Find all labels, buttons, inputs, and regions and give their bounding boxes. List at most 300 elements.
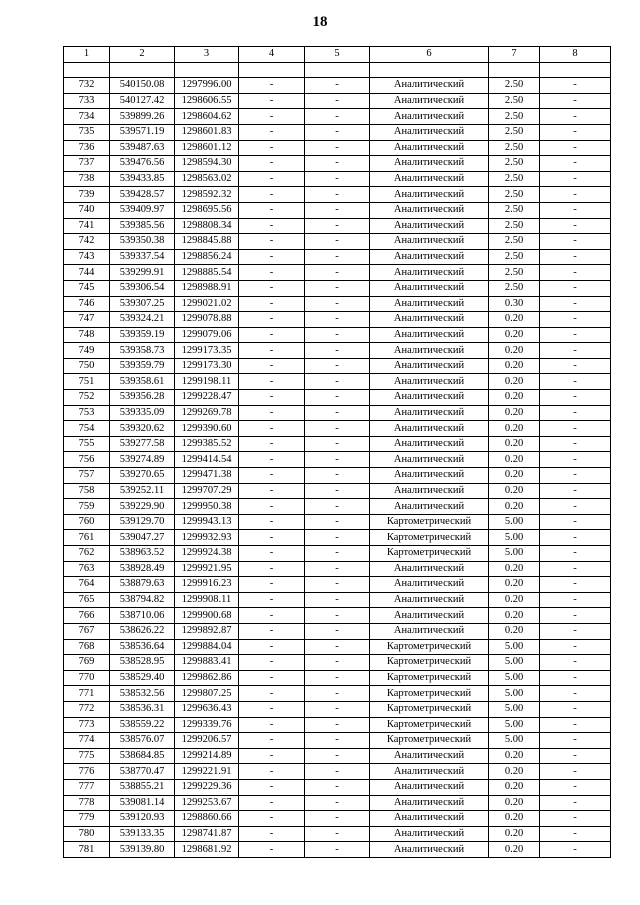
x-coordinate-cell: 538528.95 [110,655,175,671]
point-number-cell: 748 [64,327,110,343]
column-header: 4 [239,47,305,63]
point-number-cell: 736 [64,140,110,156]
col4-cell: - [239,280,305,296]
table-row [64,499,611,515]
accuracy-cell: 0.20 [489,842,540,858]
col8-cell: - [540,343,611,359]
accuracy-cell: 5.00 [489,514,540,530]
col8-cell: - [540,623,611,639]
x-coordinate-cell: 540150.08 [110,78,175,94]
page-number: 18 [312,14,328,30]
col4-cell: - [239,187,305,203]
col8-cell: - [540,187,611,203]
accuracy-cell: 0.20 [489,623,540,639]
accuracy-cell: 0.20 [489,577,540,593]
x-coordinate-cell: 539358.61 [110,374,175,390]
col5-cell: - [305,93,370,109]
col5-cell: - [305,265,370,281]
column-header: 5 [305,47,370,63]
col4-cell: - [239,499,305,515]
point-number-cell: 768 [64,639,110,655]
table-row [64,483,611,499]
col4-cell: - [239,546,305,562]
accuracy-cell: 5.00 [489,670,540,686]
col4-cell: - [239,124,305,140]
accuracy-cell: 2.50 [489,218,540,234]
col4-cell: - [239,202,305,218]
blank-cell [540,62,611,78]
col4-cell: - [239,733,305,749]
x-coordinate-cell: 539120.93 [110,811,175,827]
y-coordinate-cell: 1299862.86 [175,670,239,686]
col5-cell: - [305,639,370,655]
col4-cell: - [239,561,305,577]
col5-cell: - [305,701,370,717]
y-coordinate-cell: 1298592.32 [175,187,239,203]
point-number-cell: 752 [64,390,110,406]
method-cell: Аналитический [370,343,489,359]
col4-cell: - [239,327,305,343]
accuracy-cell: 0.20 [489,811,540,827]
col4-cell: - [239,312,305,328]
x-coordinate-cell: 539571.19 [110,124,175,140]
col8-cell: - [540,826,611,842]
y-coordinate-cell: 1299269.78 [175,405,239,421]
col4-cell: - [239,468,305,484]
method-cell: Аналитический [370,280,489,296]
point-number-cell: 733 [64,93,110,109]
accuracy-cell: 2.50 [489,280,540,296]
y-coordinate-cell: 1299932.93 [175,530,239,546]
table-row [64,140,611,156]
point-number-cell: 771 [64,686,110,702]
y-coordinate-cell: 1299253.67 [175,795,239,811]
accuracy-cell: 2.50 [489,234,540,250]
col8-cell: - [540,811,611,827]
accuracy-cell: 5.00 [489,733,540,749]
method-cell: Картометрический [370,717,489,733]
table-row [64,390,611,406]
accuracy-cell: 0.20 [489,499,540,515]
point-number-cell: 769 [64,655,110,671]
accuracy-cell: 5.00 [489,717,540,733]
accuracy-cell: 0.20 [489,436,540,452]
x-coordinate-cell: 539229.90 [110,499,175,515]
point-number-cell: 737 [64,156,110,172]
x-coordinate-cell: 539139.80 [110,842,175,858]
point-number-cell: 735 [64,124,110,140]
col8-cell: - [540,530,611,546]
col5-cell: - [305,405,370,421]
method-cell: Аналитический [370,249,489,265]
y-coordinate-cell: 1299206.57 [175,733,239,749]
col4-cell: - [239,514,305,530]
y-coordinate-cell: 1299916.23 [175,577,239,593]
point-number-cell: 765 [64,592,110,608]
col5-cell: - [305,779,370,795]
table-row [64,639,611,655]
point-number-cell: 753 [64,405,110,421]
col5-cell: - [305,717,370,733]
y-coordinate-cell: 1298606.55 [175,93,239,109]
x-coordinate-cell: 539307.25 [110,296,175,312]
x-coordinate-cell: 539356.28 [110,390,175,406]
point-number-cell: 732 [64,78,110,94]
accuracy-cell: 0.20 [489,327,540,343]
blank-cell [370,62,489,78]
y-coordinate-cell: 1299078.88 [175,312,239,328]
table-row [64,561,611,577]
table-row [64,280,611,296]
column-header: 3 [175,47,239,63]
col5-cell: - [305,280,370,296]
col8-cell: - [540,234,611,250]
accuracy-cell: 0.20 [489,405,540,421]
col8-cell: - [540,655,611,671]
col8-cell: - [540,249,611,265]
accuracy-cell: 5.00 [489,530,540,546]
col5-cell: - [305,623,370,639]
coordinates-table [63,46,611,858]
x-coordinate-cell: 539359.19 [110,327,175,343]
table-row [64,374,611,390]
col5-cell: - [305,577,370,593]
col8-cell: - [540,171,611,187]
y-coordinate-cell: 1299908.11 [175,592,239,608]
col5-cell: - [305,124,370,140]
blank-row [64,62,611,78]
col4-cell: - [239,109,305,125]
col8-cell: - [540,499,611,515]
accuracy-cell: 0.20 [489,561,540,577]
col8-cell: - [540,577,611,593]
method-cell: Картометрический [370,701,489,717]
method-cell: Аналитический [370,78,489,94]
x-coordinate-cell: 539252.11 [110,483,175,499]
col4-cell: - [239,452,305,468]
x-coordinate-cell: 538855.21 [110,779,175,795]
table-row [64,202,611,218]
col5-cell: - [305,514,370,530]
col8-cell: - [540,795,611,811]
point-number-cell: 741 [64,218,110,234]
col8-cell: - [540,546,611,562]
col8-cell: - [540,156,611,172]
column-header: 7 [489,47,540,63]
point-number-cell: 739 [64,187,110,203]
col5-cell: - [305,733,370,749]
y-coordinate-cell: 1299079.06 [175,327,239,343]
col8-cell: - [540,842,611,858]
point-number-cell: 743 [64,249,110,265]
col5-cell: - [305,608,370,624]
col8-cell: - [540,733,611,749]
point-number-cell: 751 [64,374,110,390]
point-number-cell: 764 [64,577,110,593]
col4-cell: - [239,343,305,359]
col4-cell: - [239,717,305,733]
method-cell: Аналитический [370,265,489,281]
col8-cell: - [540,124,611,140]
col8-cell: - [540,483,611,499]
table-row [64,358,611,374]
method-cell: Аналитический [370,779,489,795]
table-row [64,733,611,749]
accuracy-cell: 0.20 [489,468,540,484]
col5-cell: - [305,343,370,359]
method-cell: Картометрический [370,530,489,546]
blank-cell [305,62,370,78]
col8-cell: - [540,436,611,452]
method-cell: Аналитический [370,109,489,125]
table-row [64,93,611,109]
x-coordinate-cell: 539320.62 [110,421,175,437]
point-number-cell: 777 [64,779,110,795]
y-coordinate-cell: 1299214.89 [175,748,239,764]
table-row [64,436,611,452]
y-coordinate-cell: 1299892.87 [175,623,239,639]
column-header: 6 [370,47,489,63]
col5-cell: - [305,156,370,172]
method-cell: Картометрический [370,546,489,562]
x-coordinate-cell: 539335.09 [110,405,175,421]
accuracy-cell: 0.20 [489,483,540,499]
col4-cell: - [239,249,305,265]
y-coordinate-cell: 1299636.43 [175,701,239,717]
x-coordinate-cell: 539428.57 [110,187,175,203]
y-coordinate-cell: 1298988.91 [175,280,239,296]
accuracy-cell: 5.00 [489,686,540,702]
column-header: 2 [110,47,175,63]
x-coordinate-cell: 538576.07 [110,733,175,749]
point-number-cell: 772 [64,701,110,717]
col5-cell: - [305,561,370,577]
x-coordinate-cell: 539277.58 [110,436,175,452]
col5-cell: - [305,483,370,499]
table-row [64,779,611,795]
col4-cell: - [239,623,305,639]
col4-cell: - [239,639,305,655]
accuracy-cell: 2.50 [489,78,540,94]
col5-cell: - [305,187,370,203]
method-cell: Аналитический [370,234,489,250]
y-coordinate-cell: 1299950.38 [175,499,239,515]
point-number-cell: 750 [64,358,110,374]
col5-cell: - [305,312,370,328]
method-cell: Аналитический [370,483,489,499]
point-number-cell: 767 [64,623,110,639]
y-coordinate-cell: 1299228.47 [175,390,239,406]
x-coordinate-cell: 539433.85 [110,171,175,187]
table-row [64,608,611,624]
x-coordinate-cell: 539337.54 [110,249,175,265]
accuracy-cell: 0.20 [489,374,540,390]
method-cell: Аналитический [370,826,489,842]
table-row [64,312,611,328]
col5-cell: - [305,436,370,452]
col8-cell: - [540,296,611,312]
table-row [64,187,611,203]
point-number-cell: 744 [64,265,110,281]
col8-cell: - [540,93,611,109]
table-row [64,748,611,764]
y-coordinate-cell: 1298885.54 [175,265,239,281]
table-row [64,546,611,562]
accuracy-cell: 0.20 [489,421,540,437]
col4-cell: - [239,701,305,717]
col8-cell: - [540,561,611,577]
y-coordinate-cell: 1299900.68 [175,608,239,624]
x-coordinate-cell: 538963.52 [110,546,175,562]
method-cell: Аналитический [370,390,489,406]
col5-cell: - [305,390,370,406]
col8-cell: - [540,405,611,421]
col8-cell: - [540,109,611,125]
x-coordinate-cell: 539359.79 [110,358,175,374]
col8-cell: - [540,202,611,218]
point-number-cell: 779 [64,811,110,827]
col4-cell: - [239,795,305,811]
x-coordinate-cell: 539899.26 [110,109,175,125]
method-cell: Картометрический [370,733,489,749]
accuracy-cell: 5.00 [489,639,540,655]
point-number-cell: 780 [64,826,110,842]
y-coordinate-cell: 1298741.87 [175,826,239,842]
method-cell: Аналитический [370,499,489,515]
x-coordinate-cell: 538529.40 [110,670,175,686]
y-coordinate-cell: 1299173.35 [175,343,239,359]
table-row [64,577,611,593]
x-coordinate-cell: 539299.91 [110,265,175,281]
method-cell: Аналитический [370,421,489,437]
point-number-cell: 775 [64,748,110,764]
accuracy-cell: 0.20 [489,764,540,780]
table-row [64,795,611,811]
col8-cell: - [540,140,611,156]
table-row [64,670,611,686]
method-cell: Аналитический [370,405,489,421]
col4-cell: - [239,358,305,374]
col8-cell: - [540,779,611,795]
x-coordinate-cell: 538710.06 [110,608,175,624]
col4-cell: - [239,686,305,702]
method-cell: Аналитический [370,312,489,328]
accuracy-cell: 2.50 [489,109,540,125]
point-number-cell: 756 [64,452,110,468]
table-row [64,826,611,842]
column-header: 1 [64,47,110,63]
col5-cell: - [305,202,370,218]
method-cell: Аналитический [370,764,489,780]
col4-cell: - [239,93,305,109]
accuracy-cell: 0.20 [489,608,540,624]
x-coordinate-cell: 539270.65 [110,468,175,484]
y-coordinate-cell: 1298563.02 [175,171,239,187]
x-coordinate-cell: 538879.63 [110,577,175,593]
accuracy-cell: 0.20 [489,748,540,764]
y-coordinate-cell: 1298860.66 [175,811,239,827]
x-coordinate-cell: 538794.82 [110,592,175,608]
table-row [64,842,611,858]
x-coordinate-cell: 539047.27 [110,530,175,546]
y-coordinate-cell: 1299924.38 [175,546,239,562]
accuracy-cell: 0.20 [489,826,540,842]
x-coordinate-cell: 538536.64 [110,639,175,655]
col5-cell: - [305,358,370,374]
col5-cell: - [305,826,370,842]
y-coordinate-cell: 1298845.88 [175,234,239,250]
table-row [64,421,611,437]
col8-cell: - [540,312,611,328]
table-row [64,265,611,281]
col5-cell: - [305,452,370,468]
col4-cell: - [239,748,305,764]
col8-cell: - [540,280,611,296]
x-coordinate-cell: 539409.97 [110,202,175,218]
point-number-cell: 766 [64,608,110,624]
col4-cell: - [239,811,305,827]
table-row [64,655,611,671]
col5-cell: - [305,109,370,125]
col4-cell: - [239,842,305,858]
accuracy-cell: 2.50 [489,187,540,203]
accuracy-cell: 2.50 [489,124,540,140]
x-coordinate-cell: 539081.14 [110,795,175,811]
method-cell: Аналитический [370,577,489,593]
col4-cell: - [239,218,305,234]
col4-cell: - [239,577,305,593]
col4-cell: - [239,140,305,156]
point-number-cell: 749 [64,343,110,359]
x-coordinate-cell: 538684.85 [110,748,175,764]
point-number-cell: 773 [64,717,110,733]
col4-cell: - [239,592,305,608]
point-number-cell: 740 [64,202,110,218]
col8-cell: - [540,390,611,406]
table-row [64,296,611,312]
col4-cell: - [239,234,305,250]
method-cell: Аналитический [370,124,489,140]
y-coordinate-cell: 1299707.29 [175,483,239,499]
col5-cell: - [305,842,370,858]
accuracy-cell: 0.30 [489,296,540,312]
col4-cell: - [239,779,305,795]
table-row [64,249,611,265]
table-row [64,156,611,172]
accuracy-cell: 2.50 [489,202,540,218]
table-row [64,405,611,421]
table-row [64,78,611,94]
col5-cell: - [305,234,370,250]
col5-cell: - [305,218,370,234]
method-cell: Аналитический [370,608,489,624]
x-coordinate-cell: 538770.47 [110,764,175,780]
point-number-cell: 762 [64,546,110,562]
col4-cell: - [239,390,305,406]
method-cell: Аналитический [370,842,489,858]
table-row [64,109,611,125]
col4-cell: - [239,608,305,624]
method-cell: Картометрический [370,514,489,530]
table-row [64,623,611,639]
accuracy-cell: 2.50 [489,265,540,281]
x-coordinate-cell: 540127.42 [110,93,175,109]
method-cell: Аналитический [370,140,489,156]
y-coordinate-cell: 1299943.13 [175,514,239,530]
col4-cell: - [239,374,305,390]
col4-cell: - [239,421,305,437]
method-cell: Картометрический [370,670,489,686]
